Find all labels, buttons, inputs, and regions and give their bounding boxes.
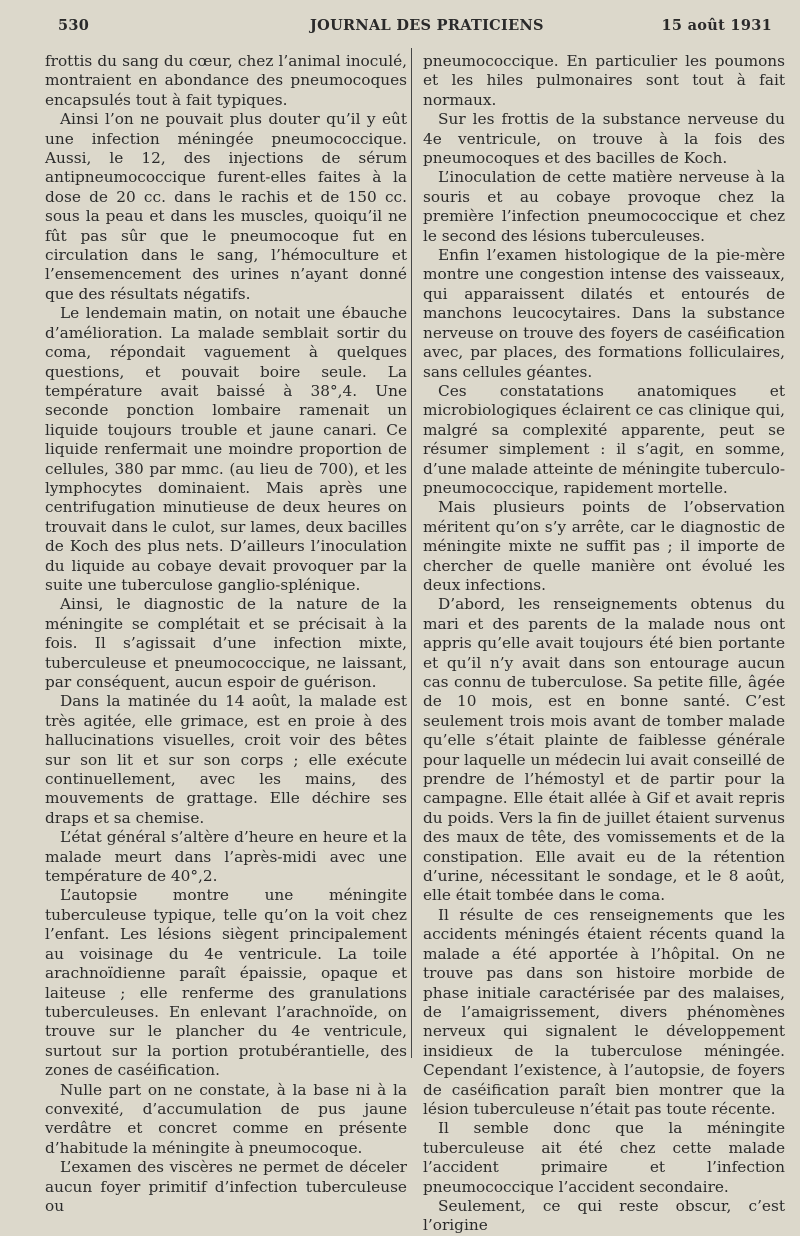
journal-title: JOURNAL DES PRATICIENS bbox=[310, 17, 544, 34]
paragraph: D’abord, les renseignements obtenus du mari et des parents de la malade nous ont appris qu’elle avait toujours été bien portante et qu’il n’y avait dans son entourage aucun cas connu de tuberculose. Sa petite fille, âgée de 10 mois, est en bonne santé. C’est seulement trois mois avant de tomber malade qu’elle s’était plainte de faiblesse générale pour laquelle un médecin lui avait conseillé de prendre de l’hémostyl et de partir pour la campagne. Elle était allée à Gif et avait repris du poids. Vers la fin de juillet étaient survenus des maux de tête, des vomissements et de la constipation. Elle avait eu de la rétention d’urine, nécessitant le sondage, et le 8 août, elle était tombée dans le coma. bbox=[423, 595, 785, 905]
paragraph: L’examen des viscères ne permet de déceler aucun foyer primitif d’infection tuberculeuse ou bbox=[45, 1158, 407, 1215]
running-header bbox=[48, 14, 780, 38]
paragraph: Enfin l’examen histologique de la pie-mère montre une congestion intense des vaisseaux, qui apparaissent dilatés et entourés de manchons leucocytaires. Dans la substance nerveuse on trouve des foyers de caséification avec, par places, des formations folliculaires, sans cellules géantes. bbox=[423, 246, 785, 381]
page-number: 530 bbox=[58, 17, 90, 34]
paragraph: Il résulte de ces renseignements que les accidents méningés étaient récents quand la malade a été apportée à l’hôpital. On ne trouve pas dans son histoire morbide de phase initiale caractérisée par des malaises, de l’amaigrissement, divers phénomènes nerveux qui signalent le développement insidieux de la tuberculose méningée. Cependant l’existence, à l’autopsie, de foyers de caséification paraît bien montrer que la lésion tuberculeuse n’était pas toute récente. bbox=[423, 905, 785, 1118]
paragraph: L’autopsie montre une méningite tuberculeuse typique, telle qu’on la voit chez l’enfant. Les lésions siègent principalement au voisinage du 4e ventricule. La toile arachnoïdienne paraît épaissie, opaque et laiteuse ; elle renferme des granulations tuberculeuses. En enlevant l’arachnoïde, on trouve sur le plancher du 4e ventricule, surtout sur la portion protubérantielle, des zones de caséification. bbox=[45, 886, 407, 1080]
left-column bbox=[45, 52, 407, 1216]
paragraph: pneumococcique. En particulier les poumons et les hiles pulmonaires sont tout à fait normaux. bbox=[423, 52, 785, 109]
column-divider bbox=[411, 48, 412, 1058]
right-column bbox=[423, 52, 785, 1236]
issue-date: 15 août 1931 bbox=[661, 17, 772, 34]
paragraph: Nulle part on ne constate, à la base ni à la convexité, d’accumulation de pus jaune verdâtre et concret comme en présente d’habitude la méningite à pneumocoque. bbox=[45, 1080, 407, 1157]
paragraph: L’état général s’altère d’heure en heure et la malade meurt dans l’après-midi avec une température de 40°,2. bbox=[45, 828, 407, 886]
paragraph: Il semble donc que la méningite tuberculeuse ait été chez cette malade l’accident primaire et l’infection pneumococcique l’accident secondaire. bbox=[423, 1119, 785, 1196]
paragraph: L’inoculation de cette matière nerveuse à la souris et au cobaye provoque chez la première l’infection pneumococcique et chez le second des lésions tuberculeuses. bbox=[423, 168, 785, 245]
paragraph: Ainsi l’on ne pouvait plus douter qu’il y eût une infection méningée pneumococcique. Aussi, le 12, des injections de sérum antipneumococcique furent-elles faites à la dose de 20 cc. dans le rachis et de 150 cc. sous la peau et dans les muscles, quoiqu’il ne fût pas sûr que le pneumocoque fut en circulation dans le sang, l’hémoculture et l’ensemencement des urines n’ayant donné que des résultats négatifs. bbox=[45, 110, 407, 303]
paragraph: Seulement, ce qui reste obscur, c’est l’origine bbox=[423, 1196, 785, 1235]
paragraph: Ainsi, le diagnostic de la nature de la méningite se complétait et se précisait à la fois. Il s’agissait d’une infection mixte, tuberculeuse et pneumococcique, ne laissant, par conséquent, aucun espoir de guérison. bbox=[45, 595, 407, 691]
paragraph: Dans la matinée du 14 août, la malade est très agitée, elle grimace, est en proie à des hallucinations visuelles, croit voir des bêtes sur son lit et sur son corps ; elle exécute continuellement, avec les mains, des mouvements de grattage. Elle déchire ses draps et sa chemise. bbox=[45, 692, 407, 827]
paragraph: Sur les frottis de la substance nerveuse du 4e ventricule, on trouve à la fois des pneumocoques et des bacilles de Koch. bbox=[423, 110, 785, 168]
paragraph: frottis du sang du cœur, chez l’animal inoculé, montraient en abondance des pneumocoques encapsulés tout à fait typiques. bbox=[45, 52, 407, 109]
paragraph: Mais plusieurs points de l’observation méritent qu’on s’y arrête, car le diagnostic de méningite mixte ne suffit pas ; il importe de chercher de quelle manière ont évolué les deux infections. bbox=[423, 498, 785, 594]
paragraph: Le lendemain matin, on notait une ébauche d’amélioration. La malade semblait sortir du coma, répondait vaguement à quelques questions, et pouvait boire seule. La température avait baissé à 38°,4. Une seconde ponction lombaire ramenait un liquide toujours trouble et jaune canari. Ce liquide renfermait une moindre proportion de cellules, 380 par mmc. (au lieu de 700), et les lymphocytes dominaient. Mais après une centrifugation minutieuse de deux heures on trouvait dans le culot, sur lames, deux bacilles de Koch des plus nets. D’ailleurs l’inoculation du liquide au cobaye devait provoquer par la suite une tuberculose ganglio-splénique. bbox=[45, 304, 407, 594]
paragraph: Ces constatations anatomiques et microbiologiques éclairent ce cas clinique qui, malgré sa complexité apparente, peut se résumer simplement : il s’agit, en somme, d’une malade atteinte de méningite tuberculo-pneumococcique, rapidement mortelle. bbox=[423, 381, 785, 497]
